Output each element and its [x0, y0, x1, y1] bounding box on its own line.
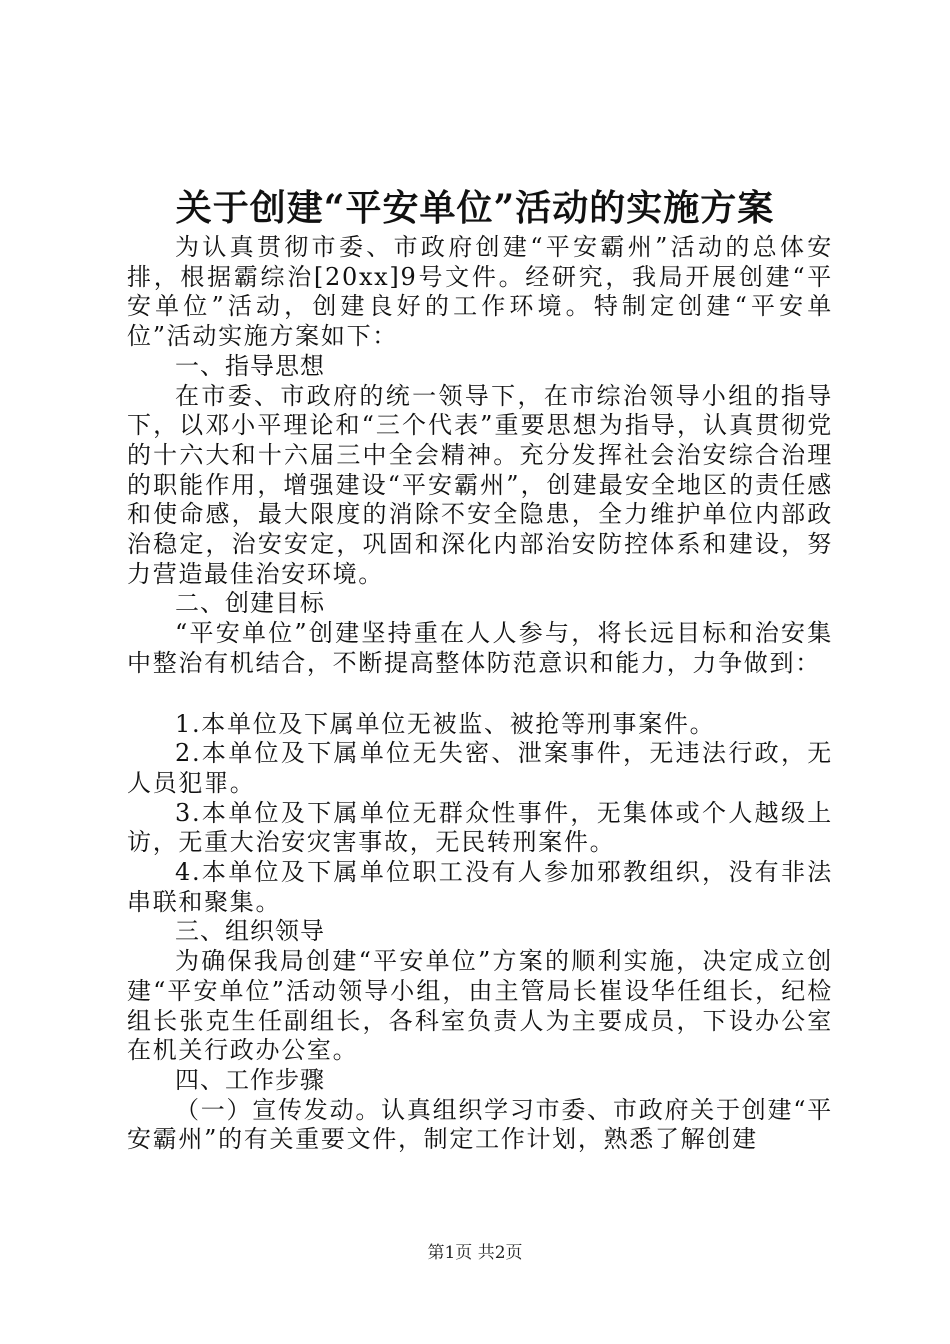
goal-item-1: 1.本单位及下属单位无被监、被抢等刑事案件。 — [175, 709, 716, 738]
section-heading-work-steps: 四、工作步骤 — [175, 1065, 325, 1094]
goal-item-2: 2.本单位及下属单位无失密、泄案事件，无违法行政，无人员犯罪。 — [127, 739, 833, 797]
leadership-paragraph: 为确保我局创建“平安单位”方案的顺利实施，决定成立创建“平安单位”活动领导小组，由主管局长崔设华任组长，纪检组长张克生任副组长，各科室负责人为主要成员，下设办公室在机关行政办公室。 — [127, 947, 833, 1065]
work-step-1-paragraph: （一）宣传发动。认真组织学习市委、市政府关于创建“平安霸州”的有关重要文件，制定工作计划，熟悉了解创建 — [127, 1095, 833, 1154]
goal-item-4: 4.本单位及下属单位职工没有人参加邪教组织，没有非法串联和聚集。 — [127, 858, 833, 916]
intro-paragraph: 为认真贯彻市委、市政府创建“平安霸州”活动的总体安排，根据霸综治[20xx]9号文件。经研究，我局开展创建“平安单位”活动，创建良好的工作环境。特制定创建“平安单位”活动实施方案如下： — [127, 233, 833, 351]
section-heading-leadership: 三、组织领导 — [175, 917, 325, 946]
section-heading-goals: 二、创建目标 — [175, 589, 325, 618]
section-heading-guiding-ideology: 一、指导思想 — [175, 351, 325, 380]
guiding-ideology-paragraph: 在市委、市政府的统一领导下，在市综治领导小组的指导下，以邓小平理论和“三个代表”重要思想为指导，认真贯彻党的十六大和十六届三中全会精神。充分发挥社会治安综合治理的职能作用，增强建设“平安霸州”，创建最安全地区的责任感和使命感，最大限度的消除不安全隐患，全力维护单位内部政治稳定，治安安定，巩固和深化内部治安防控体系和建设，努力营造最佳治安环境。 — [127, 381, 833, 588]
document-body — [127, 233, 833, 1155]
goals-paragraph: “平安单位”创建坚持重在人人参与，将长远目标和治安集中整治有机结合，不断提高整体防范意识和能力，力争做到： — [127, 619, 833, 677]
page-number-footer: 第1页 共2页 — [427, 1243, 523, 1263]
goal-item-3: 3.本单位及下属单位无群众性事件，无集体或个人越级上访，无重大治安灾害事故，无民转刑案件。 — [127, 798, 833, 857]
document-title: 关于创建“平安单位”活动的实施方案 — [175, 187, 775, 229]
